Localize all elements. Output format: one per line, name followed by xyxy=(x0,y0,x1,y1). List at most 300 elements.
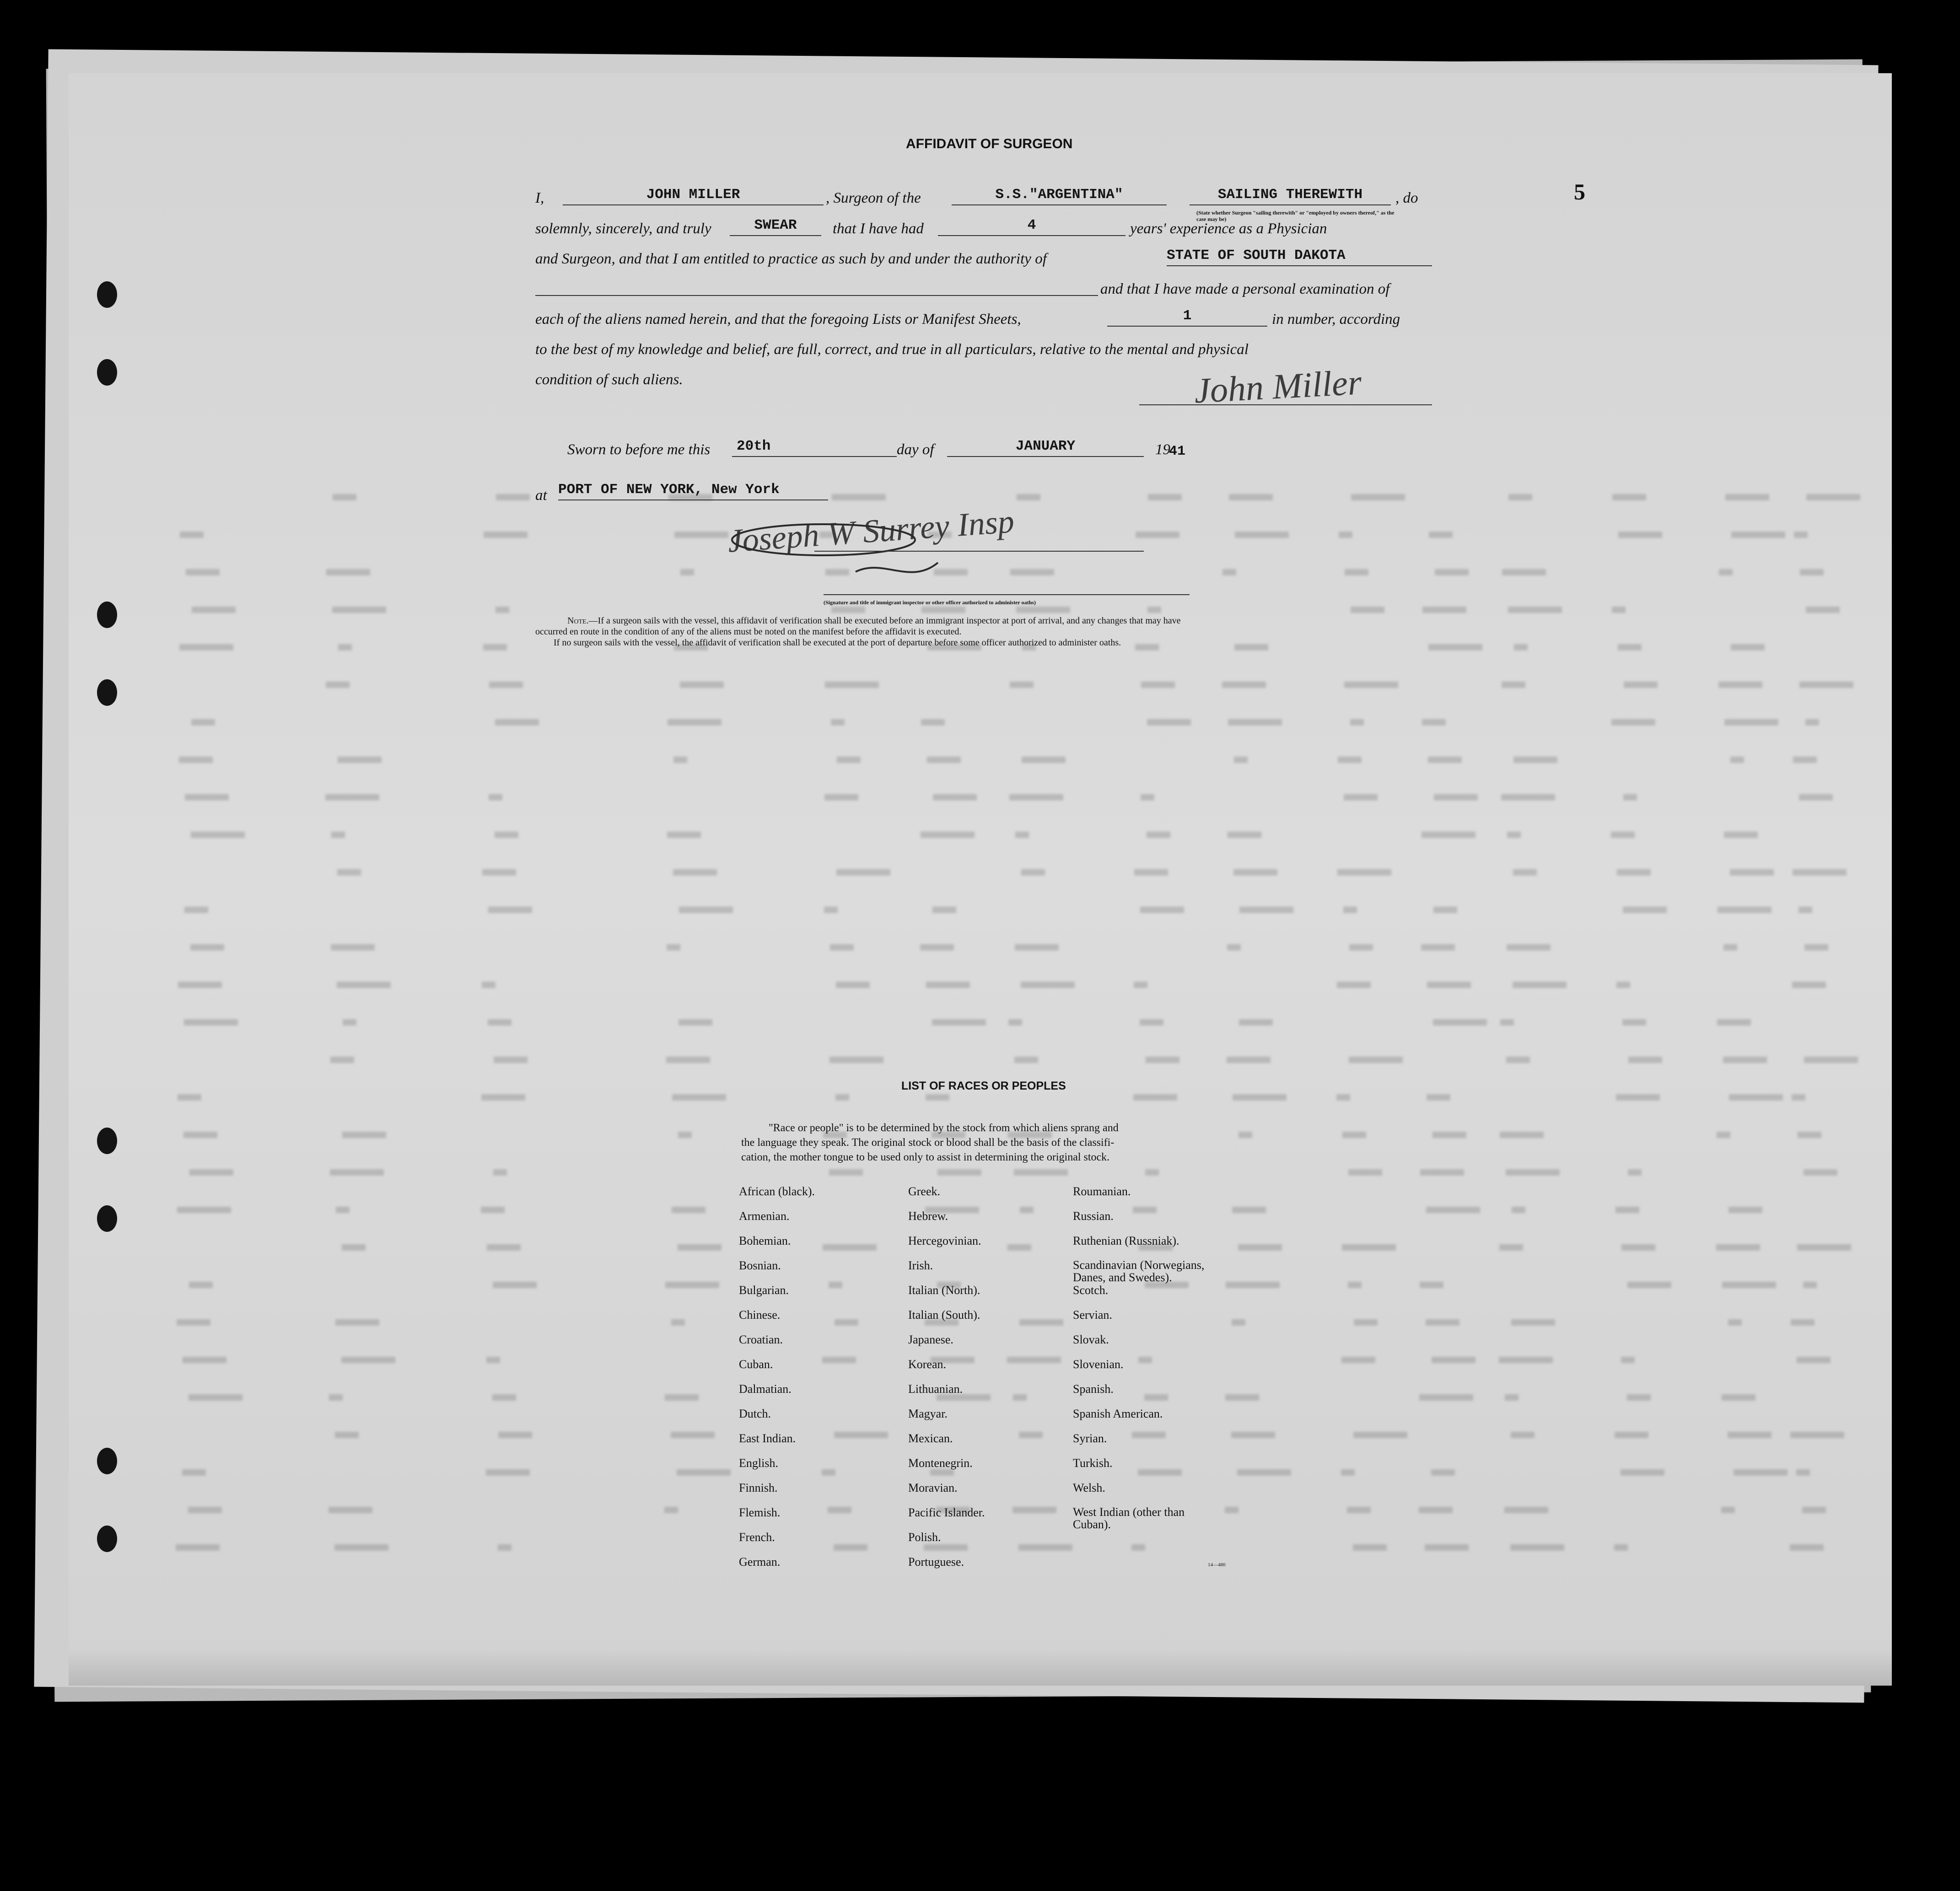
sailing-status-field: SAILING THEREWITH xyxy=(1190,187,1391,205)
bleed-through-mark xyxy=(184,1019,238,1026)
bleed-through-mark xyxy=(1421,944,1455,951)
bleed-through-mark xyxy=(1624,682,1658,688)
race-item: Roumanian. xyxy=(1073,1185,1131,1198)
binder-hole xyxy=(97,359,117,386)
races-intro-line-3: cation, the mother tongue to be used only to assist in determining the original stock. xyxy=(741,1151,1110,1163)
bleed-through-mark xyxy=(1019,1319,1063,1326)
bleed-through-mark xyxy=(178,982,222,988)
bleed-through-mark xyxy=(678,1019,712,1026)
bleed-through-mark xyxy=(829,1057,883,1063)
bleed-through-mark xyxy=(1513,982,1567,988)
bleed-through-mark xyxy=(338,644,352,650)
bleed-through-mark xyxy=(191,719,215,725)
bleed-through-mark xyxy=(679,907,733,913)
bleed-through-mark xyxy=(1616,982,1630,988)
bleed-through-mark xyxy=(1148,494,1182,500)
bleed-through-mark xyxy=(668,719,722,725)
race-item: East Indian. xyxy=(739,1432,796,1445)
bleed-through-mark xyxy=(184,907,208,913)
bleed-through-mark xyxy=(481,1207,505,1213)
bleed-through-mark xyxy=(1229,494,1273,500)
bleed-through-mark xyxy=(1428,644,1482,650)
bleed-through-mark xyxy=(333,494,356,500)
bleed-through-mark xyxy=(1505,1394,1518,1401)
bleed-through-mark xyxy=(337,869,361,876)
bleed-through-mark xyxy=(1730,757,1744,763)
bleed-through-mark xyxy=(1621,1244,1655,1251)
bleed-through-mark xyxy=(183,1357,226,1363)
bleed-through-mark xyxy=(1010,682,1034,688)
bleed-through-mark xyxy=(488,1019,512,1026)
bleed-through-mark xyxy=(498,1432,532,1438)
bleed-through-mark xyxy=(1428,757,1462,763)
binder-hole xyxy=(97,1205,117,1232)
bleed-through-mark xyxy=(1612,607,1626,613)
bleed-through-mark xyxy=(1722,1282,1776,1288)
bleed-through-mark xyxy=(188,1507,222,1513)
bleed-through-mark xyxy=(495,607,509,613)
bleed-through-mark xyxy=(1337,869,1391,876)
bleed-through-mark xyxy=(487,1244,521,1251)
bleed-through-mark xyxy=(1724,832,1758,838)
bleed-through-mark xyxy=(672,1207,705,1213)
bleed-through-mark xyxy=(1798,907,1812,913)
bleed-through-mark xyxy=(1225,1507,1238,1513)
bleed-through-mark xyxy=(1722,1394,1755,1401)
bleed-through-mark xyxy=(494,1057,528,1063)
bleed-through-mark xyxy=(1794,532,1808,538)
bleed-through-mark xyxy=(1500,1132,1544,1138)
bleed-through-mark xyxy=(1010,569,1054,575)
race-item: Japanese. xyxy=(908,1333,953,1346)
bleed-through-mark xyxy=(335,1432,359,1438)
years-field: 4 xyxy=(938,217,1125,236)
bleed-through-mark xyxy=(678,1132,692,1138)
bleed-through-mark xyxy=(190,944,224,951)
bleed-through-mark xyxy=(829,1169,863,1176)
bleed-through-mark xyxy=(1628,1169,1642,1176)
race-item: Slovak. xyxy=(1073,1333,1109,1346)
bleed-through-mark xyxy=(1731,532,1785,538)
bleed-through-mark xyxy=(1134,869,1168,876)
bleed-through-mark xyxy=(677,1469,731,1476)
bleed-through-mark xyxy=(823,1244,877,1251)
bleed-through-mark xyxy=(1238,1132,1252,1138)
bleed-through-mark xyxy=(498,1544,512,1551)
sworn-day-field: 20th xyxy=(732,438,897,457)
race-item: Magyar. xyxy=(908,1407,948,1420)
bleed-through-mark xyxy=(1507,944,1551,951)
bleed-through-mark xyxy=(1611,832,1635,838)
bleed-through-mark xyxy=(831,607,865,613)
bleed-through-mark xyxy=(822,1357,856,1363)
bleed-through-mark xyxy=(176,1544,220,1551)
bleed-through-mark xyxy=(1431,1469,1455,1476)
bleed-through-mark xyxy=(1422,719,1446,725)
bleed-through-mark xyxy=(496,494,530,500)
bleed-through-mark xyxy=(1339,532,1352,538)
bleed-through-mark xyxy=(1427,982,1471,988)
bleed-through-mark xyxy=(1239,907,1293,913)
form-number: 14—480 xyxy=(1208,1562,1226,1568)
bleed-through-mark xyxy=(1806,607,1840,613)
races-column-2 xyxy=(908,1185,985,1580)
page-number: 5 xyxy=(1574,179,1585,204)
inspector-signature-line xyxy=(814,540,1144,552)
bleed-through-mark xyxy=(1022,757,1066,763)
page-bottom-shadow xyxy=(69,1649,1892,1686)
binder-hole xyxy=(97,602,117,628)
binder-hole xyxy=(97,1526,117,1552)
bleed-through-mark xyxy=(182,1469,206,1476)
bleed-through-mark xyxy=(926,982,970,988)
bleed-through-mark xyxy=(482,982,495,988)
bleed-through-mark xyxy=(1341,1469,1355,1476)
bleed-through-mark xyxy=(493,1282,537,1288)
bleed-through-mark xyxy=(1353,1432,1407,1438)
bleed-through-mark xyxy=(482,869,516,876)
bleed-through-mark xyxy=(1342,1244,1396,1251)
bleed-through-mark xyxy=(1233,1094,1287,1101)
bleed-through-mark xyxy=(1723,1057,1767,1063)
bleed-through-mark xyxy=(1612,494,1646,500)
race-item: French. xyxy=(739,1531,775,1544)
bleed-through-mark xyxy=(1799,794,1833,800)
bleed-through-mark xyxy=(673,869,717,876)
bleed-through-mark xyxy=(1618,532,1662,538)
race-item: Scandinavian (Norwegians, Danes, and Swedes). xyxy=(1073,1258,1205,1284)
bleed-through-mark xyxy=(1511,1432,1535,1438)
bleed-through-mark xyxy=(1792,982,1826,988)
race-item: Italian (North). xyxy=(908,1284,980,1297)
race-item: Scotch. xyxy=(1073,1284,1109,1297)
bleed-through-mark xyxy=(1338,757,1362,763)
bleed-through-mark xyxy=(489,682,523,688)
swear-field: SWEAR xyxy=(730,217,821,236)
bleed-through-mark xyxy=(338,757,382,763)
bleed-through-mark xyxy=(1616,1094,1660,1101)
manifest-page xyxy=(69,73,1892,1686)
bleed-through-mark xyxy=(493,1169,507,1176)
bleed-through-mark xyxy=(1227,944,1241,951)
bleed-through-mark xyxy=(1345,569,1368,575)
bleed-through-mark xyxy=(825,682,879,688)
sworn-year: 41 xyxy=(1169,444,1186,459)
bleed-through-mark xyxy=(832,494,886,500)
bleed-through-mark xyxy=(1225,1394,1259,1401)
inspector-signature: Joseph W Surrey Insp xyxy=(726,503,1016,559)
race-item: African (black). xyxy=(739,1185,815,1198)
bleed-through-mark xyxy=(822,1469,835,1476)
bleed-through-mark xyxy=(1734,1469,1788,1476)
bleed-through-mark xyxy=(1348,1169,1382,1176)
bleed-through-mark xyxy=(1350,719,1364,725)
race-item: Russian. xyxy=(1073,1209,1114,1223)
bleed-through-mark xyxy=(337,982,391,988)
bleed-through-mark xyxy=(180,532,204,538)
bleed-through-mark xyxy=(486,1469,530,1476)
bleed-through-mark xyxy=(1622,1019,1646,1026)
bleed-through-mark xyxy=(926,1094,949,1101)
bleed-through-mark xyxy=(1222,682,1266,688)
affidavit-note xyxy=(535,615,1181,648)
bleed-through-mark xyxy=(1502,569,1546,575)
bleed-through-mark xyxy=(666,1057,710,1063)
bleed-through-mark xyxy=(1804,944,1828,951)
bleed-through-mark xyxy=(189,1282,213,1288)
bleed-through-mark xyxy=(671,1319,685,1326)
bleed-through-mark xyxy=(831,719,845,725)
bleed-through-mark xyxy=(1012,1507,1056,1513)
bleed-through-mark xyxy=(177,1319,210,1326)
sworn-month-field: JANUARY xyxy=(947,438,1144,457)
line6-text: to the best of my knowledge and belief, are full, correct, and true in all particulars, relative to the mental and physical xyxy=(535,341,1249,358)
races-intro xyxy=(741,1121,1119,1165)
bleed-through-mark xyxy=(837,757,861,763)
race-item: Hercegovinian. xyxy=(908,1234,981,1247)
bleed-through-mark xyxy=(1434,794,1478,800)
bleed-through-mark xyxy=(1800,569,1824,575)
surgeon-of-label: , Surgeon of the xyxy=(826,190,921,206)
bleed-through-mark xyxy=(921,719,945,725)
race-item: Finnish. xyxy=(739,1481,778,1494)
bleed-through-mark xyxy=(1419,1394,1473,1401)
bleed-through-mark xyxy=(1797,1357,1831,1363)
affidavit-i: I, xyxy=(535,190,544,206)
bleed-through-mark xyxy=(334,1544,388,1551)
inspector-signature-flourish xyxy=(718,512,975,595)
race-item: Greek. xyxy=(908,1185,941,1198)
race-item: Italian (South). xyxy=(908,1308,980,1322)
bleed-through-mark xyxy=(835,1094,849,1101)
bleed-through-mark xyxy=(1615,1432,1648,1438)
bleed-through-mark xyxy=(326,682,350,688)
bleed-through-mark xyxy=(829,1282,842,1288)
bleed-through-mark xyxy=(933,794,977,800)
race-item: Pacific Islander. xyxy=(908,1506,985,1519)
bleed-through-mark xyxy=(486,1357,500,1363)
bleed-through-mark xyxy=(342,1244,366,1251)
bleed-through-mark xyxy=(1728,1207,1762,1213)
bleed-through-mark xyxy=(1511,1319,1555,1326)
race-item: Mexican. xyxy=(908,1432,953,1445)
line3-text: and Surgeon, and that I am entitled to practice as such by and under the authority of xyxy=(535,251,1047,267)
bleed-through-mark xyxy=(667,832,701,838)
bleed-through-mark xyxy=(1717,1019,1751,1026)
bleed-through-mark xyxy=(1719,569,1733,575)
race-item: German. xyxy=(739,1555,781,1569)
bleed-through-mark xyxy=(1718,682,1762,688)
bleed-through-mark xyxy=(1234,644,1268,650)
bleed-through-mark xyxy=(835,1319,858,1326)
bleed-through-mark xyxy=(1435,569,1469,575)
race-item: West Indian (other than Cuban). xyxy=(1073,1505,1185,1531)
inspector-title-line xyxy=(824,588,1190,595)
bleed-through-mark xyxy=(1145,1169,1159,1176)
bleed-through-mark xyxy=(185,794,229,800)
bleed-through-mark xyxy=(1718,907,1772,913)
bleed-through-mark xyxy=(183,1132,217,1138)
race-item: Bohemian. xyxy=(739,1234,791,1247)
bleed-through-mark xyxy=(672,1094,726,1101)
binder-hole xyxy=(97,281,117,308)
bleed-through-mark xyxy=(1425,1544,1469,1551)
bleed-through-mark xyxy=(186,569,220,575)
surgeon-signature: John Miller xyxy=(1193,362,1363,411)
race-item: Bosnian. xyxy=(739,1259,781,1272)
bleed-through-mark xyxy=(1348,1282,1362,1288)
affidavit-title: AFFIDAVIT OF SURGEON xyxy=(906,136,1073,151)
bleed-through-mark xyxy=(1513,869,1537,876)
bleed-through-mark xyxy=(665,1282,719,1288)
bleed-through-mark xyxy=(1723,944,1737,951)
note-line-1: —If a surgeon sails with the vessel, this affidavit of verification shall be executed before an immigrant inspector at port of arrival, and any changes that may have xyxy=(588,616,1181,626)
note-line-2: occurred en route in the condition of any of the aliens must be noted on the manifest before the affidavit is executed. xyxy=(535,627,962,637)
bleed-through-mark xyxy=(673,757,687,763)
bleed-through-mark xyxy=(1729,1094,1783,1101)
bleed-through-mark xyxy=(1021,869,1045,876)
bleed-through-mark xyxy=(189,1169,233,1176)
bleed-through-mark xyxy=(332,607,386,613)
bleed-through-mark xyxy=(921,607,965,613)
bleed-through-mark xyxy=(1799,682,1853,688)
bleed-through-mark xyxy=(484,532,528,538)
bleed-through-mark xyxy=(488,907,532,913)
race-item: Bulgarian. xyxy=(739,1284,789,1297)
bleed-through-mark xyxy=(1222,569,1236,575)
line4-text: and that I have made a personal examination of xyxy=(1100,281,1390,297)
bleed-through-mark xyxy=(1512,1207,1525,1213)
bleed-through-mark xyxy=(830,944,854,951)
authority-continued-field xyxy=(535,278,1098,296)
bleed-through-mark xyxy=(1615,1207,1639,1213)
bleed-through-mark xyxy=(1018,1544,1072,1551)
bleed-through-mark xyxy=(927,757,961,763)
bleed-through-mark xyxy=(1351,607,1384,613)
bleed-through-mark xyxy=(1007,1244,1031,1251)
bleed-through-mark xyxy=(1502,682,1525,688)
bleed-through-mark xyxy=(1504,1507,1548,1513)
bleed-through-mark xyxy=(330,1169,384,1176)
race-item: Welsh. xyxy=(1073,1481,1105,1494)
races-intro-line-2: the language they speak. The original stock or blood shall be the basis of the classifi- xyxy=(741,1137,1115,1149)
race-item: Lithuanian. xyxy=(908,1382,963,1396)
bleed-through-mark xyxy=(335,1319,379,1326)
bleed-through-mark xyxy=(836,982,870,988)
bleed-through-mark xyxy=(1510,1544,1564,1551)
bleed-through-mark xyxy=(329,1394,343,1401)
bleed-through-mark xyxy=(1146,1057,1179,1063)
bleed-through-mark xyxy=(1627,1394,1651,1401)
race-item: Polish. xyxy=(908,1531,941,1544)
bleed-through-mark xyxy=(932,1019,986,1026)
bleed-through-mark xyxy=(1009,794,1063,800)
sheets-field: 1 xyxy=(1107,308,1267,327)
note-line-3: If no surgeon sails with the vessel, the affidavit of verification shall be executed at the port of departure before some officer authorized to administer oaths. xyxy=(554,638,1121,648)
bleed-through-mark xyxy=(341,1357,395,1363)
bleed-through-mark xyxy=(1426,1207,1480,1213)
bleed-through-mark xyxy=(1147,607,1161,613)
bleed-through-mark xyxy=(1349,944,1373,951)
bleed-through-mark xyxy=(1628,1057,1662,1063)
bleed-through-mark xyxy=(1804,1169,1837,1176)
bleed-through-mark xyxy=(1227,1057,1271,1063)
race-item: Ruthenian (Russniak). xyxy=(1073,1234,1179,1247)
bleed-through-mark xyxy=(1627,1282,1671,1288)
bleed-through-mark xyxy=(1617,869,1651,876)
bleed-through-mark xyxy=(1237,1469,1291,1476)
race-item: Armenian. xyxy=(739,1209,790,1223)
bleed-through-mark xyxy=(1013,1394,1027,1401)
bleed-through-mark xyxy=(1231,1432,1275,1438)
bleed-through-mark xyxy=(1621,1357,1635,1363)
bleed-through-mark xyxy=(192,607,236,613)
bleed-through-mark xyxy=(1731,644,1765,650)
bleed-through-mark xyxy=(1507,832,1521,838)
sailing-note: (State whether Surgeon "sailing therewith" or "employed by owners thereof," as the case may be) xyxy=(1196,210,1395,222)
surgeon-name-field: JOHN MILLER xyxy=(563,187,824,205)
bleed-through-mark xyxy=(1725,494,1769,500)
bleed-through-mark xyxy=(1790,1544,1824,1551)
race-item: Servian. xyxy=(1073,1308,1112,1322)
bleed-through-mark xyxy=(1793,869,1847,876)
bleed-through-mark xyxy=(1344,682,1398,688)
bleed-through-mark xyxy=(1623,907,1667,913)
binder-hole xyxy=(97,679,117,706)
bleed-through-mark xyxy=(1796,1469,1810,1476)
bleed-through-mark xyxy=(1226,1282,1280,1288)
bleed-through-mark xyxy=(1014,1169,1068,1176)
bleed-through-mark xyxy=(1343,907,1357,913)
bleed-through-mark xyxy=(1721,1507,1735,1513)
bleed-through-mark xyxy=(1420,1282,1443,1288)
do-label: , do xyxy=(1395,190,1418,206)
bleed-through-mark xyxy=(932,907,956,913)
bleed-through-mark xyxy=(1797,1244,1851,1251)
bleed-through-mark xyxy=(1136,532,1179,538)
bleed-through-mark xyxy=(664,1507,678,1513)
bleed-through-mark xyxy=(937,1169,981,1176)
bleed-through-mark xyxy=(1791,1319,1815,1326)
race-item: Portuguese. xyxy=(908,1555,964,1569)
bleed-through-mark xyxy=(1351,494,1405,500)
sworn-text-b: day of xyxy=(897,441,934,458)
line5-text-b: in number, according xyxy=(1272,311,1400,328)
binder-hole xyxy=(97,1448,117,1474)
bleed-through-mark xyxy=(1716,1244,1760,1251)
line5-text-a: each of the aliens named herein, and that the foregoing Lists or Manifest Sheets, xyxy=(535,311,1021,328)
bleed-through-mark xyxy=(834,1432,888,1438)
bleed-through-mark xyxy=(1432,1132,1466,1138)
bleed-through-mark xyxy=(1141,682,1175,688)
bleed-through-mark xyxy=(1014,1057,1038,1063)
place-field: PORT OF NEW YORK, New York xyxy=(558,482,828,500)
bleed-through-mark xyxy=(492,1394,516,1401)
bleed-through-mark xyxy=(1015,832,1029,838)
race-item: Croatian. xyxy=(739,1333,783,1346)
line2-text-b: that I have had xyxy=(833,220,924,237)
bleed-through-mark xyxy=(1233,869,1277,876)
bleed-through-mark xyxy=(1419,1507,1453,1513)
bleed-through-mark xyxy=(1623,794,1637,800)
bleed-through-mark xyxy=(1008,1019,1022,1026)
bleed-through-mark xyxy=(1805,719,1819,725)
authority-field: STATE OF SOUTH DAKOTA xyxy=(1167,247,1432,266)
bleed-through-mark xyxy=(671,1432,715,1438)
bleed-through-mark xyxy=(1728,1319,1742,1326)
bleed-through-mark xyxy=(1798,1132,1821,1138)
bleed-through-mark xyxy=(1802,1507,1826,1513)
